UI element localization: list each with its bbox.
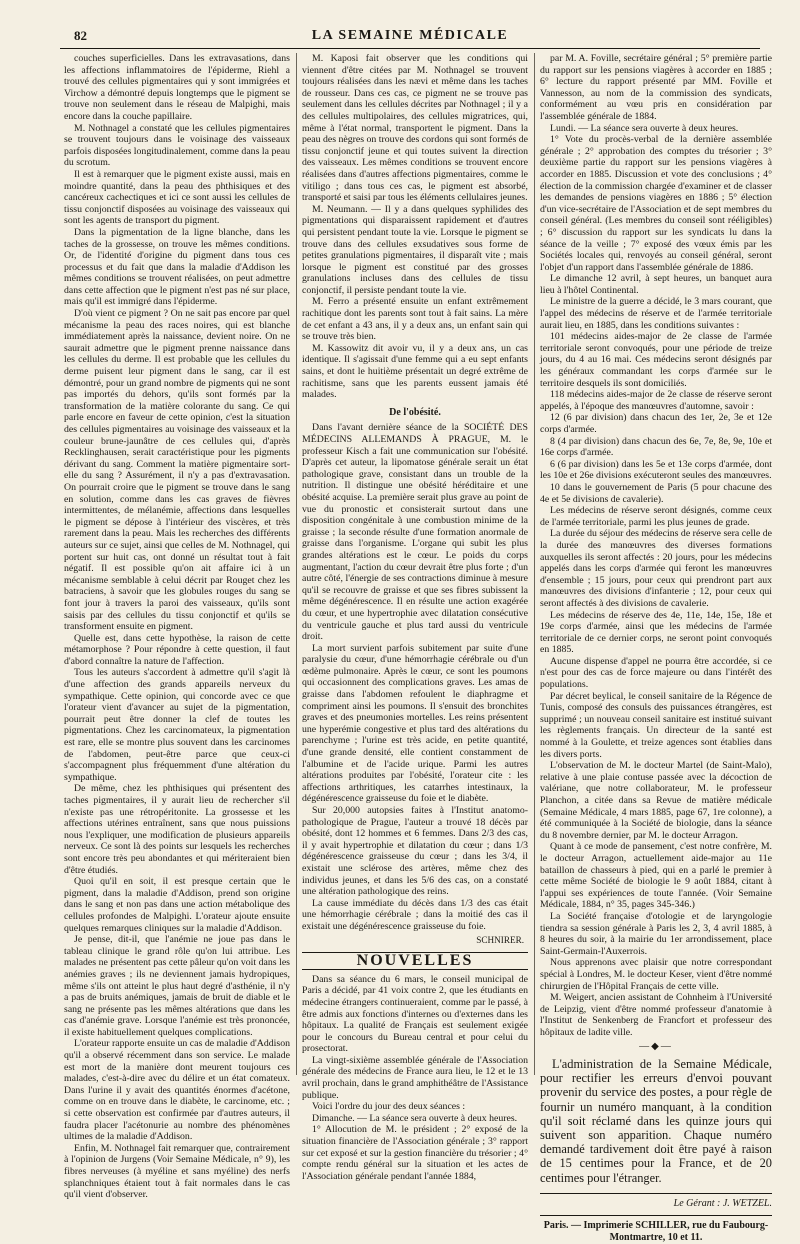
- column-3: [540, 53, 772, 1244]
- subscription-notice: L'administration de la Semaine Médicale, pour rectifier les erreurs d'envoi pouvant provenir du service des postes, a pour règle de fournir un numéro manquant, à la condition qu'il soit réclamé dans les quinze jours qui suivent son apparition. Chaque numéro demandé tardivement doit être payé à raison de 15 centimes pour la France, et de 20 centimes pour l'étranger.: [540, 1057, 772, 1185]
- page-header: [60, 26, 760, 48]
- news-item: Les médecins de réserve des 4e, 11e, 14e, 15e, 18e et 19e corps d'armée, ainsi que les médecins de l'armée territoriale de ce dernier corps, ne seront point convoqués en 1885.: [540, 609, 772, 656]
- column-divider: [296, 53, 297, 1075]
- column-1: [64, 53, 290, 1201]
- news-item: 10 dans le gouvernement de Paris (5 pour chacune des 4e et 5e divisions de cavalerie).: [540, 481, 772, 505]
- news-item: M. Weigert, ancien assistant de Cohnheim à l'Université de Leipzig, vient d'être nommé professeur d'anatomie à l'Institut de Senkenberg de Francfort et professeur des hôpitaux de ladite ville.: [540, 992, 772, 1038]
- news-item: Le dimanche 12 avril, à sept heures, un banquet aura lieu à l'hôtel Continental.: [540, 273, 772, 296]
- news-item: Lundi. — La séance sera ouverte à deux heures.: [550, 122, 739, 134]
- news-item: 6 (6 par division) dans les 5e et 13e corps d'armée, dont les 10e et 26e divisions exécuteront seules des manœuvres.: [540, 458, 772, 482]
- news-item: La vingt-sixième assemblée générale de l'Association générale des médecins de France aura lieu, le 12 et le 13 avril prochain, dans le grand amphithéâtre de l'Assistance publique.: [302, 1054, 528, 1101]
- news-item: Par décret beylical, le conseil sanitaire de la Régence de Tunis, composé des consuls des puissances étrangères, est supprimé ; un nouveau conseil sanitaire est institué suivant les règlements français. Un directeur de la santé est nommé à la Goulette, et treize agences sont établies dans les divers ports.: [540, 690, 772, 760]
- paragraph: Dans la pigmentation de la ligne blanche, dans les taches de la grossesse, on trouve les mêmes conditions. Or, de l'identité d'origine du pigment dans tous ces processus et du fait que dans la maladie d'Addison les mêmes conditions se trouvent réalisées, on peut admettre dans cette affection que le pigment n'est pas né sur place, mais qu'il est immigré dans l'épiderme.: [64, 226, 290, 308]
- news-item: La durée du séjour des médecins de réserve sera celle de la durée des manœuvres des diverses formations auxquelles ils seront affectés : 20 jours, pour les médecins appelés dans les corps d'armée qui feront les manœuvres d'ensemble ; 15 jours, pour ceux qui prendront part aux manœuvres des divisions d'infanterie ; 12, pour ceux qui seront affectés à des divisions de cavalerie.: [540, 528, 772, 609]
- paragraph: Tous les auteurs s'accordent à admettre qu'il s'agit là d'une affection des grands appareils nerveux du sympathique. Cette opinion, qui concorde avec ce que l'orateur vient d'avancer au sujet de la pigmentation, pourrait peut être donner la clef de toutes les pigmentations. Chez les carcinomateux, la pigmentation est rare, elle se montre plus souvent dans les carcinomes de l'abdomen, peut-être parce que ceux-ci s'accompagnent plus fréquemment d'une altération du sympathique.: [64, 667, 290, 783]
- obesity-heading: De l'obésité.: [389, 406, 441, 418]
- paragraph: M. Ferro a présenté ensuite un enfant extrêmement rachitique dont les parents sont tout à fait sains. La mère de cet enfant a 43 ans, il y a deux ans, un enfant sain qui se trouve très bien.: [302, 296, 528, 343]
- news-item: Voici l'ordre du jour des deux séances :: [312, 1101, 466, 1113]
- news-item: Dimanche. — La séance sera ouverte à deux heures.: [312, 1112, 518, 1124]
- news-item: La Société française d'otologie et de laryngologie tiendra sa session générale à Paris les 2, 3, 4 avril 1885, à 8 heures du soir, à la mairie du 1er arrondissement, place Saint-Germain-l'Auxerrois.: [540, 910, 772, 957]
- news-item: 12 (6 par division) dans chacun des 1er, 2e, 3e et 12e corps d'armée.: [540, 412, 772, 435]
- news-item: L'observation de M. le docteur Martel (de Saint-Malo), relative à une plaie contuse passée avec la décoction de valériane, que notre collaborateur, M. le professeur Planchon, a citée dans sa Revue de matière médicale (Semaine Médicale, 4 mars 1885, page 67, 1re colonne), a été communiquée à la Société de biologie, dans la séance du 8 novembre dernier, par M. le docteur Arragon.: [540, 760, 772, 841]
- paragraph: M. Nothnagel a constaté que les cellules pigmentaires se trouvent toujours dans le voisinage des vaisseaux parfois disposées longitudinalement, comme dans la peau du scrotum.: [64, 122, 290, 169]
- header-rule: [60, 48, 760, 49]
- paragraph: La mort survient parfois subitement par suite d'une paralysie du cœur, d'une hémorrhagie cérébrale ou d'un œdème pulmonaire. Après le cœur, ce sont les poumons qui occasionnent des complications graves. Les amas de graisse dans l'abdomen refoulent le diaphragme et compriment ainsi les poumons. Il s'ensuit des bronchites graves et des pneumonies mortelles. Les reins présentent une hyperémie congestive et plus tard des altérations du parenchyme ; l'urine est très acide, en petite quantité, d'une grande densité, elle contient constamment de l'albumine et de l'acide urique. Parmi les autres altérations produites par l'obésité, l'orateur cite : les affections arthritiques, les catarrhes intestinaux, la dégénérescence graisseuse du foie et le diabète.: [302, 642, 528, 805]
- news-item: par M. A. Foville, secrétaire général ; 5° première partie du rapport sur les pensions viagères à accorder en 1885 ; 6° lecture du rapport présenté par MM. Foville et Vannesson, au nom de la commission des syndicats, conformément au vœu pris en considération par l'assemblée générale de 1884.: [540, 53, 772, 122]
- news-item: Les médecins de réserve seront désignés, comme ceux de l'armée territoriale, parmi les plus jeunes de grade.: [540, 505, 772, 528]
- paragraph: Il est à remarquer que le pigment existe aussi, mais en moindre quantité, dans la peau des phthisiques et des cancéreux cachectiques et ici ce sont aussi les cellules de tissu conjonctif disposées au voisinage des vaisseaux qui sont les agents de transport du pigment.: [64, 168, 290, 227]
- author-signature: SCHNIRER.: [476, 934, 524, 945]
- news-item: 118 médecins aides-major de 2e classe de réserve seront appelés, à l'époque des manœuvres d'automne, savoir :: [540, 389, 772, 412]
- paragraph: Enfin, M. Nothnagel fait remarquer que, contrairement à l'opinion de Jurgens (Voir Semaine Médicale, n° 9), les fibres nerveuses (à myéline et sans myéline) des nerfs splanchniques étaient tout à fait normales dans le cas qu'il vient d'observer.: [64, 1142, 290, 1201]
- journal-title: LA SEMAINE MÉDICALE: [311, 28, 509, 43]
- paragraph: Quelle est, dans cette hypothèse, la raison de cette métamorphose ? Pour répondre à cette question, il faut d'abord connaître la nature de l'affection.: [64, 632, 290, 667]
- news-item: 8 (4 par division) dans chacun des 6e, 7e, 8e, 9e, 10e et 16e corps d'armée.: [540, 435, 772, 459]
- printer-line: Paris. — Imprimerie SCHILLER, rue du Faubourg-: [543, 1220, 769, 1232]
- page-number: 82: [74, 28, 87, 43]
- paragraph: De même, chez les phthisiques qui présentent des taches pigmentaires, il y aurait lieu de rechercher s'il n'existe pas une rétropéritonite. La grossesse et les affections utérines entraînent, sans que nous puissions nous l'expliquer, une modification de plusieurs appareils nerveux. Ce sont là des points sur lesquels les recherches sont encore très peu abondantes et qui mériteraient bien d'être étudiés.: [64, 783, 290, 876]
- paragraph: couches superficielles. Dans les extravasations, dans les affections inflammatoires de l'épiderme, Riehl a trouvé des cellules pigmentaires qui y sont immigrées et Virchow a démontré depuis longtemps que le pigment se trouve non seulement dans le réseau de Malpighi, mais encore dans la couche papillaire.: [64, 53, 290, 122]
- news-item: Quant à ce mode de pansement, c'est notre confrère, M. le docteur Arragon, actuellement aide-major au 11e bataillon de chasseurs à pied, qui en a parlé le premier à cette même Société de biologie le 9 août 1884, citant à l'appui ses expériences de toute l'année. (Voir Semaine Médicale, 1884, n° 35, pages 345-346.): [540, 841, 772, 911]
- news-item: Le ministre de la guerre a décidé, le 3 mars courant, que l'appel des médecins de réserve et de l'armée territoriale aurait lieu, en 1885, dans les conditions suivantes :: [540, 296, 772, 331]
- news-item: Aucune dispense d'appel ne pourra être accordée, si ce n'est pour des cas de force majeure ou dans l'intérêt des populations.: [540, 655, 772, 691]
- paragraph: Je pense, dit-il, que l'anémie ne joue pas dans le tableau clinique le grand rôle qu'on lui attribue. Les malades ne présentent pas cette pâleur qu'on voit dans les anémies graves ; ils ne deviennent jamais hydropiques, même s'ils ont atteint le plus haut degré d'asthénie, il n'y a pas de bruits anémiques, jamais de bruit de diable et le sang ne présente pas les mêmes altérations que dans les cas d'anémie grave. Lorsque l'anémie est très prononcée, il existe habituellement quelques complications.: [64, 934, 290, 1038]
- paragraph: Sur 20,000 autopsies faites à l'Institut anatomo-pathologique de Prague, l'auteur a trouvé 18 décès par obésité, dont 12 hommes et 6 femmes. Dans 2/3 des cas, il y avait hypertrophie et dilatation du cœur ; dans 1/3 dégénérescence graisseuse du cœur ; dans les 3/4, il existait une sclérose des artères, même chez des individus jeunes, et dans les 5/6 des cas, on a constaté une altération pathologique des reins.: [302, 805, 528, 898]
- news-item: 1° Allocution de M. le président ; 2° exposé de la situation financière de l'Association générale ; 3° rapport sur cet exposé et sur la gestion financière du trésorier ; 4° compte rendu général sur la situation et les actes de l'Association générale pendant l'année 1884,: [302, 1124, 528, 1182]
- ornament-divider: —◆—: [639, 1041, 673, 1053]
- paragraph: Dans l'avant dernière séance de la SOCIÉTÉ DES MÉDECINS ALLEMANDS À PRAGUE, M. le professeur Kisch a fait une communication sur l'obésité. D'après cet auteur, la lipomatose générale serait un état pathologique grave, consistant dans un trouble de la nutrition. Il distingue une obésité héréditaire et une obésité acquise. La première serait plus grave au point de vue du pronostic et consisterait surtout dans une disposition congénitale à une combustion minime de la graisse ; la seconde résulte d'une formation anormale de graisse dans l'organisme. L'organe qui subit les plus grandes altérations est le cœur. Le poids du corps augmentant, l'action du cœur devrait être plus forte ; d'un autre côté, l'énergie de ses contractions diminue à mesure qu'il se recouvre de graisse et que ses fibres subissent la même dégénérescence. Il en résulte une action exagérée du cœur, et une hypertrophie avec dilatation consécutive du ventricule gauche et plus tard aussi du ventricule droit.: [302, 422, 528, 643]
- printer-line: Montmartre, 10 et 11.: [609, 1232, 703, 1244]
- news-item: Nous apprenons avec plaisir que notre correspondant spécial à Londres, M. le docteur Keser, vient d'être nommé chirurgien de l'Hôpital Français de cette ville.: [540, 957, 772, 992]
- paragraph: M. Kaposi fait observer que les conditions qui viennent d'être citées par M. Nothnagel se trouvent toujours réalisées dans les nævi et même dans les taches de rousseur. Dans ces cas, ce pigment ne se trouve pas seulement dans les cellules décrites par Nothnagel ; il y a des cellules multipolaires, des cellules migratrices, qui, même à l'état normal, transportent le pigment. Dans la peau des nègres on trouve des cordons qui sont formés de tissu conjonctif jeune et qui toutes suivent la direction des vaisseaux. Les mêmes conditions se trouvent encore réalisées dans d'autres affections pigmentaires, comme le vitiligo ; dans tous ces cas, le pigment est absorbé, transporté et saisi par tous les éléments cellulaires jeunes.: [302, 53, 528, 204]
- paragraph: La cause immédiate du décès dans 1/3 des cas était une hémorrhagie cérébrale ; dans la moitié des cas il existait une dégénérescence graisseuse du foie.: [302, 897, 528, 932]
- printer-imprint: [540, 1215, 772, 1244]
- paragraph: D'où vient ce pigment ? On ne sait pas encore par quel mécanisme la peau des races noires, qui est blanche immédiatement après la naissance, devient noire. On ne saurait admettre que le pigment prenne naissance dans les cellules du derme. Il est probable que les cellules du derme puisent leur pigment dans le sang, car il est démontré, pour un grand nombre de pigments qui ne sont pas importés du dehors, qu'ils sont formés par la transformation de la matière colorante du sang. Ce qui parle encore en faveur de cette opinion, c'est la situation des cellules pigmentaires au voisinage des vaisseaux et la couleur brune-jaunâtre de ces cellules qui, d'après Recklinghausen, serait caractéristique pour les pigments dérivant du sang. Comment la matière pigmentaire sort-elle du sang ? Assurément, il n'y a pas d'extravasation. On pourrait croire que le pigment se trouve dans le sang en solution, comme dans les cas graves de fièvres intermittentes, de mélanémie, affections dans lesquelles le pigment se dépose à l'intérieur des viscères, et très rarement dans la peau. Mais les recherches des différents auteurs sur ce sujet, ainsi que celles de M. Nothnagel, qui portent sur huit cas, ont donné un résultat tout à fait négatif. Il est possible qu'on ait affaire ici à un mécanisme semblable à celui décrit par Rouget chez les batraciens, à savoir que les globules rouges du sang se font jour à travers la paroi des vaisseaux, qu'ils sont saisis par des cellules du tissu conjonctif et qu'ils se transforment ensuite en pigment.: [64, 308, 290, 633]
- paragraph: M. Neumann. — Il y a dans quelques syphilides des pigmentations qui disparaissent rapidement et d'autres qui persistent pendant toute la vie. Lorsque le pigment se trouve dans des cellules exsudatives sous forme de petites granulations pigmentaires, il disparaît vite ; mais lorsque le pigment est constitué par des grosses granulations incluses dans des cellules de tissu conjonctif, il persiste pendant toute la vie.: [302, 203, 528, 296]
- news-item: 1° Vote du procès-verbal de la dernière assemblée générale ; 2° approbation des comptes du trésorier ; 3° deuxième partie du rapport sur les pensions viagères à accorder en 1885. Discussion et vote des conclusions ; 4° élection de la commission chargée d'examiner et de classer les demandes de pensions viagères en 1886 ; 5° élection d'un vice-secrétaire de l'Association et de sept membres du conseil général. (Les membres du conseil sont rééligibles) ; 6° discussion du rapport sur les syndicats lu dans la séance de la veille ; 7° exposé des vœux émis par les Sociétés locales qui, renvoyés au conseil général, seront l'objet d'un rapport dans l'assemblée générale de 1886.: [540, 134, 772, 273]
- paragraph: L'orateur rapporte ensuite un cas de maladie d'Addison qu'il a observé récemment dans son service. Le malade est mort de la manière dont meurent toujours ces malades, c'est-à-dire avec du délire et un état comateux. Dans l'urine il y avait des quantités énormes d'acétone, comme on en trouve dans le diabète, le carcinome, etc. ; si cette observation est confirmée par d'autres auteurs, il faudra placer l'acétonurie au nombre des phénomènes ultimes de la maladie d'Addison.: [64, 1038, 290, 1143]
- column-divider: [534, 53, 535, 1075]
- news-item: Dans sa séance du 6 mars, le conseil municipal de Paris a décidé, par 41 voix contre 2, que les étudiants en médecine étrangers continueraient, comme par le passé, à être admis aux fonctions d'internes ou d'externes dans les hôpitaux. La qualité de Français est seulement exigée pour le concours du Bureau central et pour celui du prosectorat.: [302, 973, 528, 1055]
- paragraph: Quoi qu'il en soit, il est presque certain que le pigment, dans la maladie d'Addison, prend son origine dans le sang et non pas dans une action métabolique des cellules profondes de Malpighi. L'orateur ajoute ensuite quelques remarques cliniques sur la maladie d'Addison.: [64, 876, 290, 934]
- column-2: [302, 53, 528, 1182]
- manager-signature: Le Gérant : J. WETZEL.: [540, 1193, 772, 1210]
- news-item: 101 médecins aides-major de 2e classe de l'armée territoriale seront convoqués, pour une période de treize jours, du 4 au 16 mai. Ces médecins seront désignés par les généraux commandant les corps d'armée sur le territoire desquels ils sont domiciliés.: [540, 331, 772, 389]
- paragraph: M. Kassowitz dit avoir vu, il y a deux ans, un cas identique. Il s'agissait d'une femme qui a eu sept enfants sains, et dont le huitième présentait un degré extrême de rachitisme, sans que les parents eussent jamais été malades.: [302, 342, 528, 401]
- nouvelles-heading: NOUVELLES: [302, 952, 528, 970]
